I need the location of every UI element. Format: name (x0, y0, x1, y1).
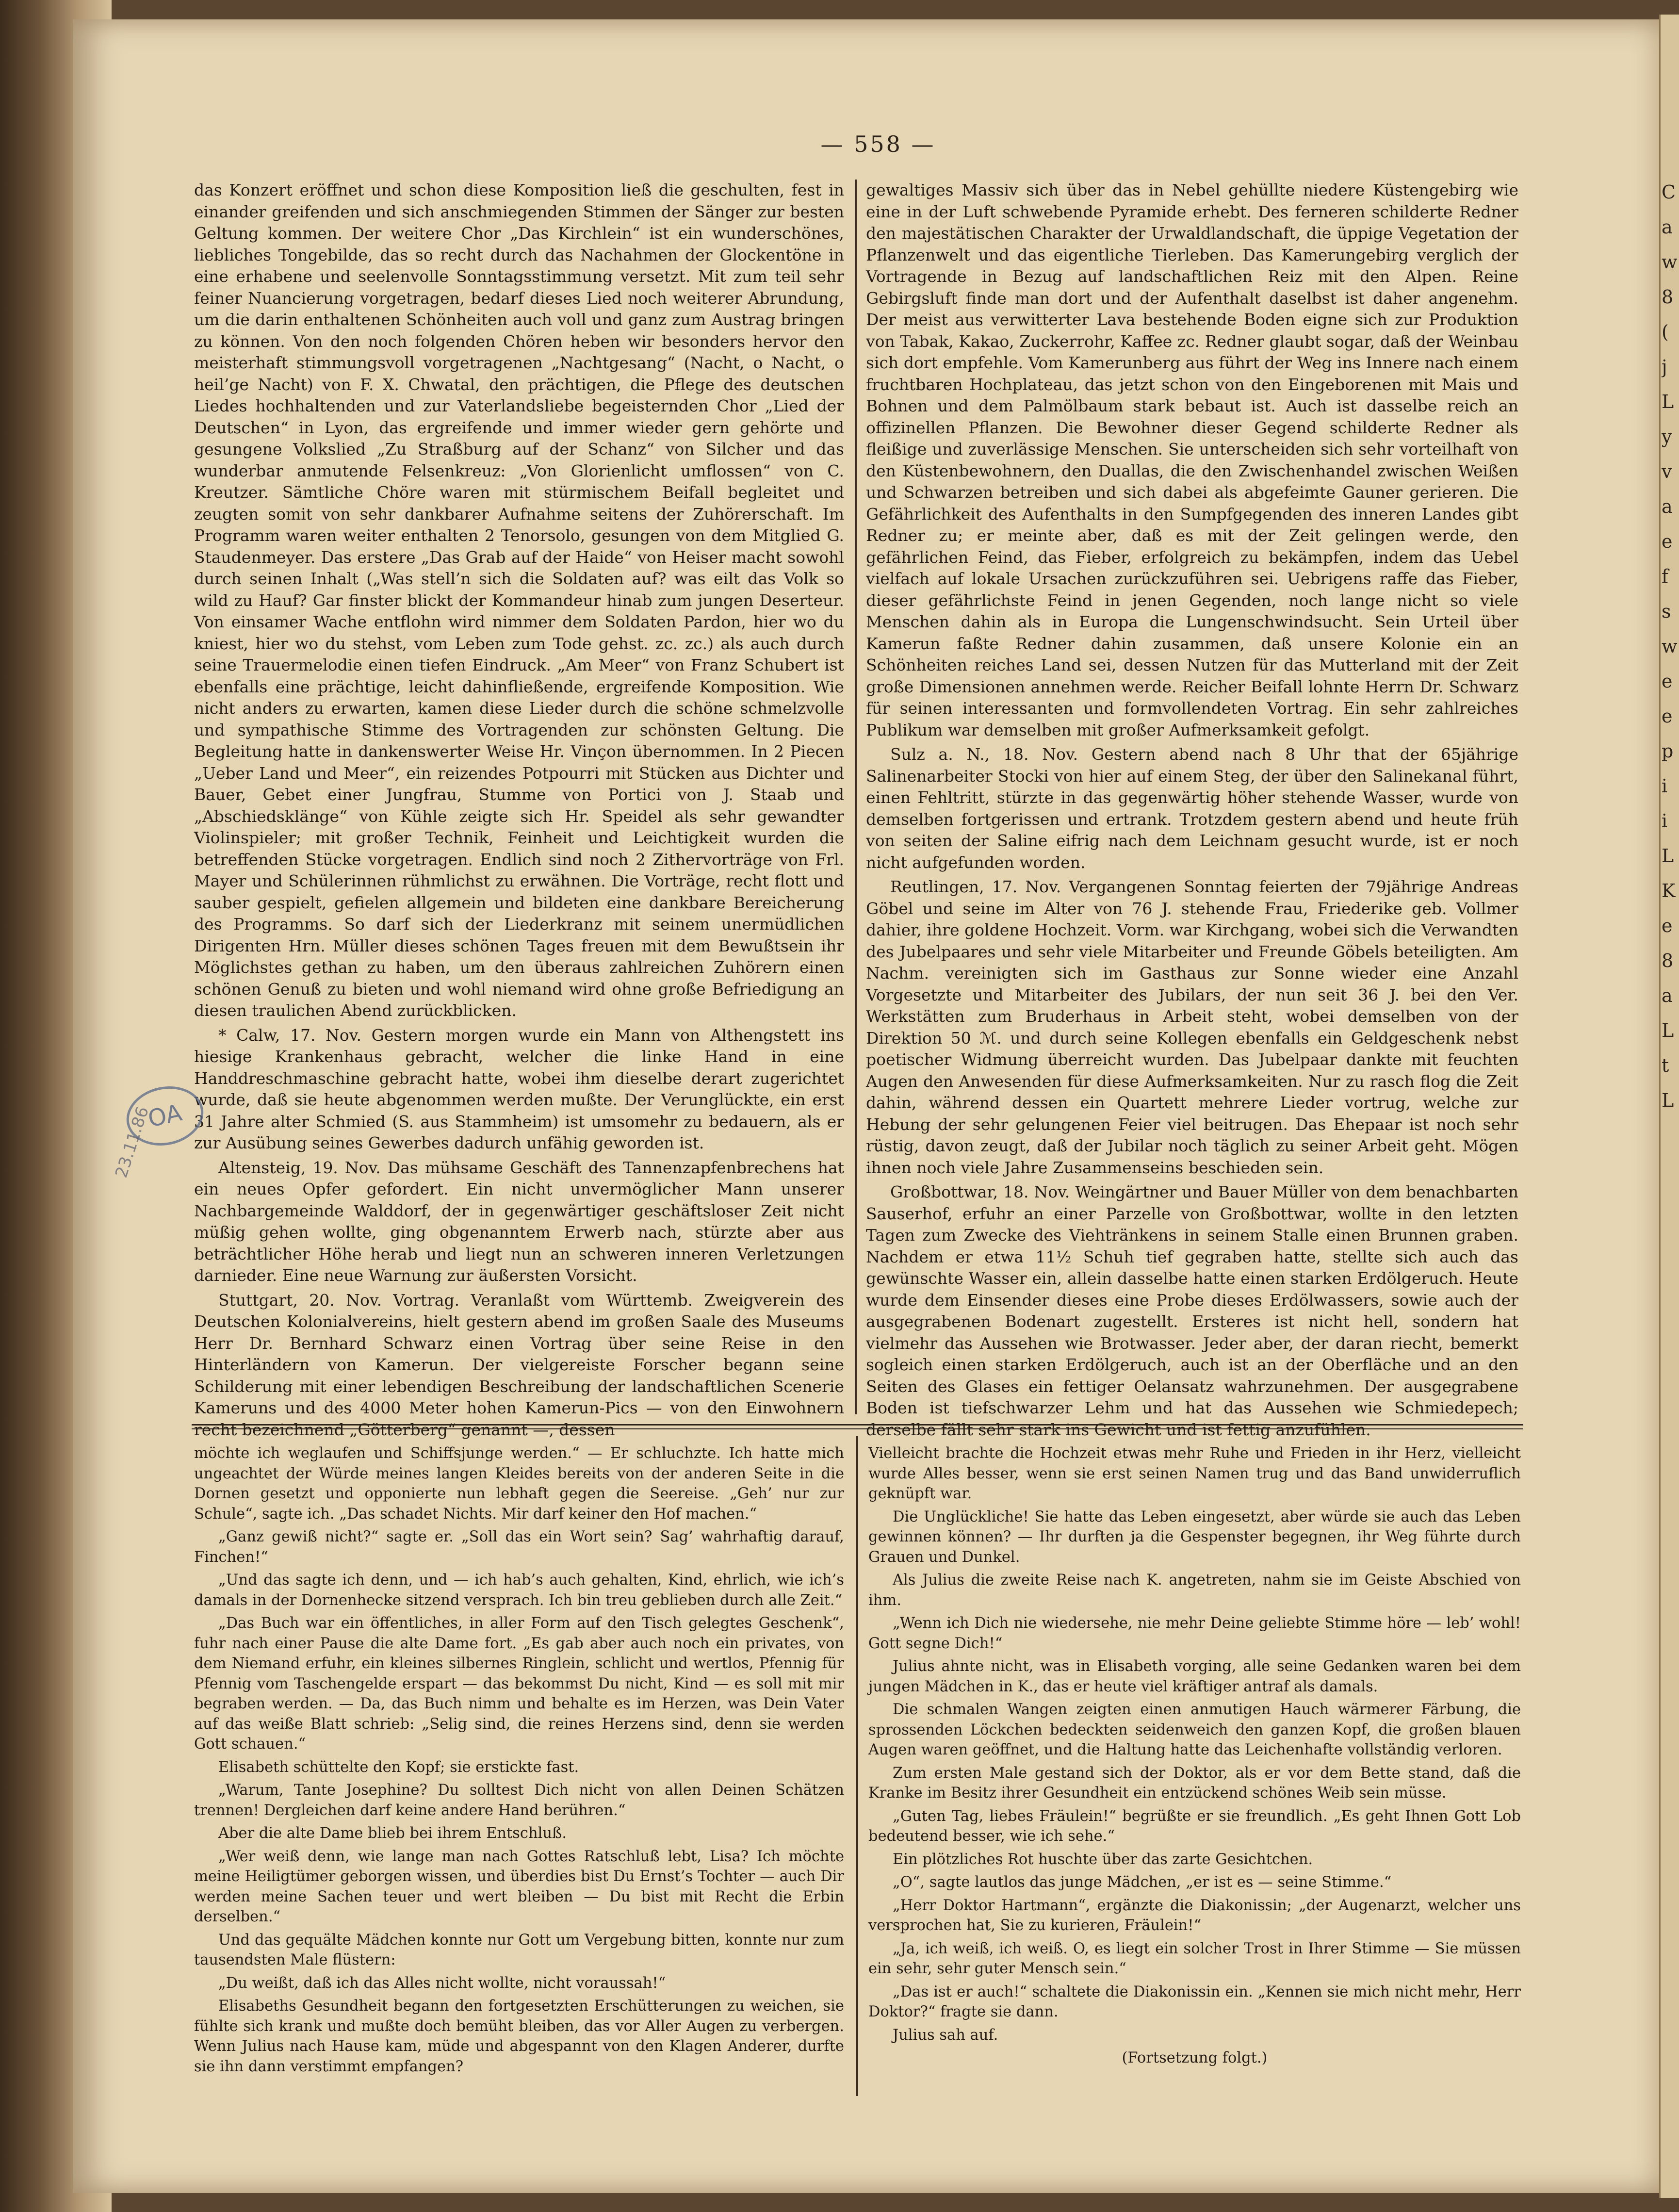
article-paragraph: * Calw, 17. Nov. Gestern morgen wurde ein Mann von Althengstett ins hiesige Krankenhaus gebracht, welcher die linke Hand in eine Handdreschmaschine gebracht hatte, wobei ihm dieselbe derart zugerichtet wurde, daß sie heute abgenommen werden mußte. Der Verunglückte, ein erst 31 Jahre alter Schmied (S. aus Stammheim) ist umsomehr zu bedauern, als er zur Ausübung seines Gewerbes dadurch unfähig geworden ist. (194, 1025, 844, 1152)
column-divider (855, 180, 857, 1414)
story-paragraph: „Ganz gewiß nicht?“ sagte er. „Soll das ein Wort sein? Sag’ wahrhaftig darauf, Finchen!“ (194, 1528, 844, 1566)
article-paragraph: Stuttgart, 20. Nov. Vortrag. Veranlaßt vom Württemb. Zweigverein des Deutschen Kolonialvereins, hielt gestern abend im großen Saale des Museums Herr Dr. Bernhard Schwarz einen Vortrag über seine Reise in den Hinterländern von Kamerun. Der vielgereiste Forscher begann seine Schilderung mit einer lebendigen Beschreibung der landschaftlichen Scenerie Kameruns und des 4000 Meter hohen Kamerun-Pics — von den Einwohnern recht bezeichnend „Götterberg“ genannt —, dessen (194, 1290, 844, 1439)
story-paragraph: Elisabeths Gesundheit begann den fortgesetzten Erschütterungen zu weichen, sie fühlte sich krank und mußte doch bemüht bleiben, das vor Aller Augen zu verbergen. Wenn Julius nach Hause kam, müde und abgespannt von den Klagen Anderer, durfte sie ihn dann verstimmt empfangen? (194, 1998, 844, 2075)
story-paragraph: Julius ahnte nicht, was in Elisabeth vorging, alle seine Gedanken waren bei dem jungen Mädchen in K., das er heute viel kräftiger antraf als damals. (868, 1658, 1521, 1695)
story-paragraph: „Herr Doktor Hartmann“, ergänzte die Diakonissin; „der Augenarzt, welcher uns versprochen hat, Sie zu kurieren, Fräulein!“ (868, 1897, 1521, 1934)
news-column-left (194, 180, 844, 1439)
story-paragraph: „Wenn ich Dich nie wiedersehe, nie mehr Deine geliebte Stimme höre — leb’ wohl! Gott segne Dich!“ (868, 1615, 1521, 1652)
story-paragraph: „Das ist er auch!“ schaltete die Diakonissin ein. „Kennen sie mich nicht mehr, Herr Doktor?“ fragte sie dann. (868, 1983, 1521, 2020)
story-paragraph: Ein plötzliches Rot huschte über das zarte Gesichtchen. (893, 1851, 1313, 1868)
article-paragraph: Reutlingen, 17. Nov. Vergangenen Sonntag feierten der 79jährige Andreas Göbel und seine im Alter von 76 J. stehende Frau, Friederike geb. Vollmer dahier, ihre goldene Hochzeit. Vorm. war Kirchgang, wobei sich die Verwandten des Jubelpaares und sehr viele Mitarbeiter und Freunde Göbels beteiligten. Am Nachm. vereinigten sich im Gasthaus zur Sonne wieder eine Anzahl Vorgesetzte und Mitarbeiter des Jubilars, der nun seit 36 J. bei den Ver. Werkstätten zum Bruderhaus in Arbeit steht, wobei demselben von der Direktion 50 ℳ. und durch seine Kollegen ebenfalls ein Geldgeschenk nebst poetischer Widmung überreicht wurden. Das Jubelpaar dankte mit feuchten Augen den Anwesenden für diese Aufmerksamkeiten. Nur zu rasch flog die Zeit dahin, während dessen ein Quartett mehrere Lieder vortrug, welche zur Hebung der sehr gelungenen Feier viel beitrugen. Das Ehepaar ist noch sehr rüstig, davon zeugt, daß der Jubilar noch täglich zu seiner Arbeit geht. Mögen ihnen noch viele Jahre Zusammenseins beschieden sein. (866, 877, 1518, 1177)
continuation-note: (Fortsetzung folgt.) (1122, 2049, 1268, 2066)
archive-stamp: OA (121, 1080, 209, 1153)
article-paragraph: Großbottwar, 18. Nov. Weingärtner und Bauer Müller von dem benachbarten Sauserhof, erfuhr an einer Parzelle von Großbottwar, wollte in den letzten Tagen zum Zwecke des Viehtränkens in seinem Stalle einen Brunnen graben. Nachdem er etwa 11½ Schuh tief gegraben hatte, stellte sich auch das gewünschte Wasser ein, allein dasselbe hatte einen starken Erdölgeruch. Heute wurde dem Einsender dieses eine Probe dieses Erdölwassers, sowie auch der ausgegrabenen Bodenart zugestellt. Ersteres ist nicht hell, sondern hat vielmehr das Aussehen wie Brotwasser. Jeder aber, der daran riecht, bemerkt sogleich einen starken Erdölgeruch, auch ist an der Oberfläche und an den Seiten des Glases ein fettiger Oelansatz wahrzunehmen. Der ausgegrabene Boden ist tiefschwarzer Lehm und hat das Aussehen wie Schmiedepech; derselbe fällt sehr stark ins Gewicht und ist fettig anzufühlen. (866, 1182, 1518, 1439)
feuilleton-separator (192, 1424, 1523, 1429)
article-paragraph: Sulz a. N., 18. Nov. Gestern abend nach 8 Uhr that der 65jährige Salinenarbeiter Stocki von hier auf einem Steg, der über den Salinekanal führt, einen Fehltritt, stürzte in das gegenwärtig höher stehende Wasser, wurde von demselben fortgerissen und ertrank. Trotzdem gestern abend und heute früh von seiten der Saline eifrig nach dem Leichnam gesucht wurde, ist er noch nicht aufgefunden worden. (866, 745, 1518, 872)
story-paragraph: Zum ersten Male gestand sich der Doktor, als er vor dem Bette stand, daß die Kranke im Besitz ihrer Gesundheit ein entzückend schönes Weib sein müsse. (868, 1764, 1521, 1802)
column-divider (856, 1436, 858, 2096)
article-paragraph: Altensteig, 19. Nov. Das mühsame Geschäft des Tannenzapfenbrechens hat ein neues Opfer gefordert. Ein nicht unvermöglicher Mann unserer Nachbargemeinde Walddorf, der in gegenwärtiger geschäftsloser Zeit nicht müßig gehen wollte, ging obgenanntem Erwerb nach, stürzte aber aus beträchtlicher Höhe herab und liegt nun an schweren inneren Verletzungen darnieder. Eine neue Warnung zur äußersten Vorsicht. (194, 1158, 844, 1285)
story-paragraph: Aber die alte Dame blieb bei ihrem Entschluß. (218, 1825, 567, 1842)
story-paragraph: „Ja, ich weiß, ich weiß. O, es liegt ein solcher Trost in Ihrer Stimme — Sie müssen ein sehr, sehr guter Mensch sein.“ (868, 1940, 1521, 1977)
story-paragraph: möchte ich weglaufen und Schiffsjunge werden.“ — Er schluchzte. Ich hatte mich ungeachtet der Würde meines langen Kleides bereits von der anderen Seite in die Dornen gesetzt und opponierte nun lebhaft gegen die Seereise. „Geh’ nur zur Schule“, sagte ich. „Das schadet Nichts. Mir darf keiner den Hof machen.“ (194, 1445, 844, 1523)
news-column-right (866, 180, 1518, 1439)
story-paragraph: „Und das sagte ich denn, und — ich hab’s auch gehalten, Kind, ehrlich, wie ich’s damals in der Dornenhecke sitzend versprach. Ich bin treu geblieben durch alle Zeit.“ (194, 1572, 844, 1609)
story-paragraph: Vielleicht brachte die Hochzeit etwas mehr Ruhe und Frieden in ihr Herz, vielleicht wurde Alles besser, wenn sie erst seinen Namen trug und das Band unwiderruflich geknüpft war. (868, 1445, 1521, 1502)
story-paragraph: Die Unglückliche! Sie hatte das Leben eingesetzt, aber würde sie auch das Leben gewinnen können? — Ihr durften ja die Gespenster begegnen, ihr Weg führte durch Grauen und Dunkel. (868, 1508, 1521, 1566)
article-paragraph: gewaltiges Massiv sich über das in Nebel gehüllte niedere Küstengebirg wie eine in der Luft schwebende Pyramide erhebt. Des ferneren schilderte Redner den majestätischen Charakter der Urwaldlandschaft, die üppige Vegetation der Pflanzenwelt und das eigentliche Tierleben. Das Kamerungebirg verglich der Vortragende in Bezug auf landschaftlichen Reiz mit den Alpen. Reine Gebirgsluft finde man dort und der Aufenthalt daselbst ist daher angenehm. Der meist aus verwitterter Lava bestehende Boden eigne sich zur Produktion von Tabak, Kakao, Zuckerrohr, Kaffee zc. Redner glaubt sogar, daß der Weinbau sich dort empfehle. Vom Kamerunberg aus führt der Weg ins Innere nach einem fruchtbaren Hochplateau, das jetzt schon von den Eingeborenen mit Mais und Bohnen und dem Palmölbaum stark bebaut ist. Auch ist dasselbe reich an offizinellen Pflanzen. Die Bewohner dieser Gegend schilderte Redner als fleißige und zuverlässige Menschen. Sie unterscheiden sich sehr vorteilhaft von den Küstenbewohnern, den Duallas, die den Zwischenhandel zwischen Weißen und Schwarzen betreiben und sich dabei als abgefeimte Gauner gerieren. Die Gefährlichkeit des Aufenthalts in den Sumpfgegenden des inneren Landes gibt Redner zu; er meinte aber, daß es mit der Zeit gelingen werde, den gefährlichen Feind, das Fieber, erfolgreich zu bekämpfen, indem das Uebel vielfach auf lokale Ursachen zurückzuführen sei. Uebrigens raffe das Fieber, dieser gefährlichste Feind in jenen Gegenden, noch lange nicht so viele Menschen dahin als in Europa die Lungenschwindsucht. Sein Urteil über Kamerun faßte Redner dahin zusammen, daß unsere Kolonie ein an Schönheiten reiches Land sei, dessen Nutzen für das Mutterland mit der Zeit große Dimensionen annehmen werde. Reicher Beifall lohnte Herrn Dr. Schwarz für seinen interessanten und formvollendeten Vortrag. Ein sehr zahlreiches Publikum war demselben mit großer Aufmerksamkeit gefolgt. (866, 180, 1518, 739)
story-paragraph: Als Julius die zweite Reise nach K. angetreten, nahm sie im Geiste Abschied von ihm. (868, 1572, 1521, 1609)
feuilleton-column-right (868, 1443, 1521, 2098)
next-page-edge-text: C a w 8 ( j L y v a e f s w e e p i i L K e 8 a L t L (1662, 181, 1678, 1111)
story-paragraph: „Du weißt, daß ich das Alles nicht wollte, nicht voraussah!“ (218, 1974, 666, 1992)
page-number: — 558 — (820, 131, 936, 157)
story-paragraph: Die schmalen Wangen zeigten einen anmutigen Hauch wärmerer Färbung, die sprossenden Löckchen bedeckten seidenweich den ganzen Kopf, die großen blauen Augen waren geöffnet, und die Haltung hatte das Leichenhafte vollständig verloren. (868, 1701, 1521, 1758)
story-paragraph: „Das Buch war ein öffentliches, in aller Form auf den Tisch gelegtes Geschenk“, fuhr nach einer Pause die alte Dame fort. „Es gab aber auch noch ein privates, von dem Niemand erfuhr, ein kleines silbernes Ringlein, schlicht und wertlos, Pfennig für Pfennig vom Taschengelde erspart — das bekommst Du nicht, Kind — es soll mit mir begraben werden. — Da, das Buch nimm und behalte es im Herzen, was Dein Vater auf das weiße Blatt schrieb: „Selig sind, die reines Herzens sind, denn sie werden Gott schauen.“ (194, 1615, 844, 1753)
story-paragraph: „O“, sagte lautlos das junge Mädchen, „er ist es — seine Stimme.“ (893, 1874, 1392, 1891)
story-paragraph: „Wer weiß denn, wie lange man nach Gottes Ratschluß lebt, Lisa? Ich möchte meine Heiligtümer geborgen wissen, und überdies bist Du Ernst’s Tochter — auch Dir werden meine Sachen teuer und wert bleiben — Du bist mit Recht die Erbin derselben.“ (194, 1848, 844, 1925)
story-paragraph: „Warum, Tante Josephine? Du solltest Dich nicht von allen Deinen Schätzen trennen! Dergleichen darf keine andere Hand berühren.“ (194, 1782, 844, 1819)
feuilleton-column-left (194, 1443, 844, 2098)
story-paragraph: Julius sah auf. (893, 2026, 998, 2044)
story-paragraph: „Guten Tag, liebes Fräulein!“ begrüßte er sie freundlich. „Es geht Ihnen Gott Lob bedeutend besser, wie ich sehe.“ (868, 1807, 1521, 1845)
story-paragraph: Und das gequälte Mädchen konnte nur Gott um Vergebung bitten, konnte nur zum tausendsten Male flüstern: (194, 1931, 844, 1968)
pencil-date-note: 23.11.86 (112, 1104, 153, 1180)
article-paragraph: das Konzert eröffnet und schon diese Komposition ließ die geschulten, fest in einander greifenden und sich anschmiegenden Stimmen der Sänger zur besten Geltung kommen. Der weitere Chor „Das Kirchlein“ ist ein wunderschönes, liebliches Tongebilde, das so recht durch das Nachahmen der Glockentöne in eine erhabene und seelenvolle Sonntagsstimmung versetzt. Mit zum teil sehr feiner Nuancierung vorgetragen, bedarf dieses Lied noch weiterer Abrundung, um die darin enthaltenen Schönheiten auch voll und ganz zum Austrag bringen zu können. Von den noch folgenden Chören heben wir besonders hervor den meisterhaft stimmungsvoll vorgetragenen „Nachtgesang“ (Nacht, o Nacht, o heil’ge Nacht) von F. X. Chwatal, den prächtigen, die Pflege des deutschen Liedes hochhaltenden und zur Vaterlandsliebe begeisternden Chor „Lied der Deutschen“ in Lyon, das ergreifende und immer wieder gern gehörte und gesungene Volkslied „Zu Straßburg auf der Schanz“ von Silcher und das wunderbar anmutende Felsenkreuz: „Von Glorienlicht umflossen“ von C. Kreutzer. Sämtliche Chöre waren mit stürmischem Beifall begleitet und zeugten somit von sehr dankbarer Aufnahme seitens der Zuhörerschaft. Im Programm waren weiter enthalten 2 Tenorsolo, gesungen von dem Mitglied G. Staudenmeyer. Das erstere „Das Grab auf der Haide“ von Heiser macht sowohl durch seinen Inhalt („Was stell’n sich die Soldaten auf? was eilt das Volk so wild zu Hauf? Gar finster blickt der Kommandeur hinab zum jungen Deserteur. Von einsamer Wache entflohn wird nimmer dem Soldaten Pardon, hier wo du kniest, hier wo du stehst, vom Leben zum Tode gehst. zc. zc.) als auch durch seine Trauermelodie einen tiefen Eindruck. „Am Meer“ von Franz Schubert ist ebenfalls eine prächtige, leicht dahinfließende, ergreifende Komposition. Wie nicht anders zu erwarten, kamen diese Lieder durch die schöne schmelzvolle und sympathische Stimme des Vortragenden zur schönsten Geltung. Die Begleitung hatte in dankenswerter Weise Hr. Vinçon übernommen. In 2 Piecen „Ueber Land und Meer“, ein reizendes Potpourri mit Stücken aus Dichter und Bauer, Gebet einer Jungfrau, Stumme von Portici von J. Staab und „Abschiedsklänge“ von Kühle zeigte sich Hr. Speidel als sehr gewandter Violinspieler; mit großer Technik, Feinheit und Leichtigkeit wurden die betreffenden Stücke vorgetragen. Endlich sind noch 2 Zithervorträge von Frl. Mayer und Schülerinnen rühmlichst zu erwähnen. Die Vorträge, recht flott und sauber gespielt, gefielen allgemein und bildeten eine dankbare Bereicherung des Programms. So darf sich der Liederkranz mit seinem unermüdlichen Dirigenten Hrn. Müller dieses schönen Tages freuen mit dem Bewußtsein ihr Möglichstes gethan zu haben, um den überaus zahlreichen Zuhörern einen schönen Genuß zu bieten und wohl niemand wird ohne große Befriedigung an diesen traulichen Abend zurückblicken. (194, 180, 844, 1020)
story-paragraph: Elisabeth schüttelte den Kopf; sie erstickte fast. (218, 1758, 579, 1776)
